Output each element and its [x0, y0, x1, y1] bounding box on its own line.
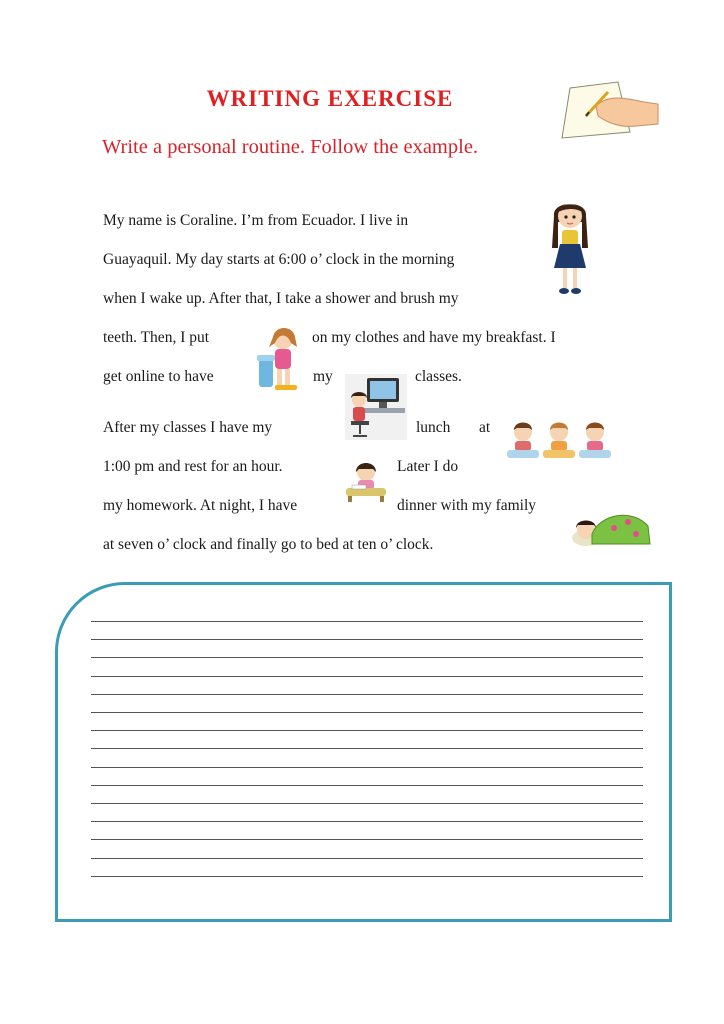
example-line-4-part-2: on my clothes and have my breakfast. I	[312, 329, 556, 346]
writing-area-box[interactable]	[55, 582, 672, 922]
writing-line[interactable]	[91, 785, 643, 786]
writing-line[interactable]	[91, 858, 643, 859]
example-line-6	[103, 419, 503, 439]
writing-line[interactable]	[91, 712, 643, 713]
example-line-5-part-2: my	[313, 368, 333, 385]
writing-line[interactable]	[91, 730, 643, 731]
example-line-5-part-3: classes.	[415, 368, 462, 385]
writing-line[interactable]	[91, 876, 643, 877]
example-line-8-part-2: dinner with my family	[397, 497, 537, 514]
girl-coraline-illustration	[548, 196, 592, 298]
writing-line[interactable]	[91, 821, 643, 822]
kids-eating-lunch-illustration	[505, 418, 613, 462]
girl-doing-homework-illustration	[342, 460, 390, 502]
example-line-8	[103, 497, 573, 517]
example-line-5-part-1: get online to have	[103, 368, 214, 385]
page-title: WRITING EXERCISE	[206, 86, 454, 111]
writing-line[interactable]	[91, 767, 643, 768]
example-line-8-part-1: my homework. At night, I have	[103, 497, 298, 514]
example-line-2: Guayaquil. My day starts at 6:00 o’ clock in the morning	[103, 251, 455, 268]
example-line-7-part-1: 1:00 pm and rest for an hour.	[103, 458, 283, 475]
example-line-6-part-1: After my classes I have my	[103, 419, 273, 436]
writing-line[interactable]	[91, 621, 643, 622]
writing-line[interactable]	[91, 748, 643, 749]
example-line-4	[103, 329, 623, 349]
example-line-7-part-2: Later I do	[397, 458, 459, 475]
writing-line[interactable]	[91, 839, 643, 840]
writing-line[interactable]	[91, 694, 643, 695]
example-line-1: My name is Coraline. I’m from Ecuador. I live in	[103, 212, 409, 229]
child-sleeping-illustration	[570, 500, 652, 550]
writing-line[interactable]	[91, 676, 643, 677]
example-line-4-part-1: teeth. Then, I put	[103, 329, 210, 346]
example-line-5	[103, 368, 503, 388]
example-line-7	[103, 458, 503, 478]
example-line-3: when I wake up. After that, I take a shower and brush my	[103, 290, 459, 307]
writing-hand-illustration	[556, 80, 660, 142]
instructions: Write a personal routine. Follow the example.	[102, 136, 479, 158]
writing-line[interactable]	[91, 639, 643, 640]
writing-line[interactable]	[91, 657, 643, 658]
example-line-6-part-2: lunch	[416, 419, 451, 436]
example-line-9: at seven o’ clock and finally go to bed at ten o’ clock.	[103, 536, 434, 553]
writing-line[interactable]	[91, 803, 643, 804]
example-line-6-part-3: at	[479, 419, 491, 436]
